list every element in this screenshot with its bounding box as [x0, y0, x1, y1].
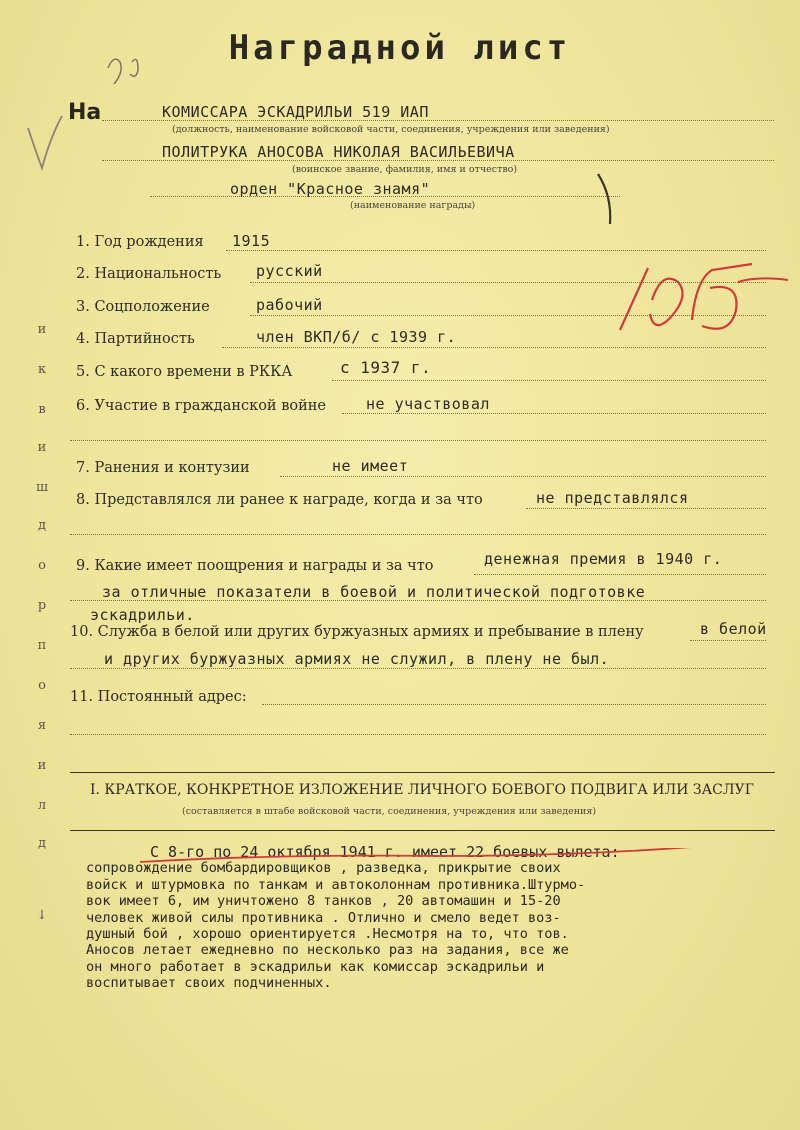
- field-10-line: [690, 640, 766, 641]
- field-2-value: русский: [256, 262, 323, 280]
- narrative-line-3: войск и штурмовка по танкам и автоколоннам противника.Штурмо-: [86, 876, 586, 893]
- field-8-line: [526, 508, 766, 509]
- na-label: На: [68, 100, 102, 125]
- field-4-value: член ВКП/б/ с 1939 г.: [256, 328, 457, 346]
- name-caption: (воинское звание, фамилия, имя и отчество): [292, 164, 518, 175]
- field-7-label: 7. Ранения и контузии: [76, 460, 250, 476]
- field-1-value: 1915: [232, 232, 271, 250]
- field-9-value-2: за отличные показатели в боевой и политической подготовке: [102, 583, 646, 601]
- field-8-line-2: [70, 534, 766, 535]
- field-9-value-3: эскадрильи.: [90, 606, 195, 624]
- document-title: Наградной лист: [228, 28, 572, 68]
- field-3-value: рабочий: [256, 296, 323, 314]
- field-5-label: 5. С какого времени в РККА: [76, 364, 293, 380]
- field-7-line: [280, 476, 766, 477]
- narrative-line-1: С 8-го по 24 октября 1941 г. имеет 22 боевых вылета:: [150, 843, 620, 861]
- position-value: КОМИССАРА ЭСКАДРИЛЬИ 519 ИАП: [162, 103, 429, 121]
- field-9-label: 9. Какие имеет поощрения и награды и за что: [76, 558, 434, 574]
- pencil-bracket-mark: [590, 170, 630, 230]
- field-10-label: 10. Служба в белой или других буржуазных армиях и пребывание в плену: [70, 624, 644, 640]
- field-4-label: 4. Партийность: [76, 331, 195, 347]
- award-value: орден "Красное знамя": [230, 180, 431, 198]
- field-10-value-2: и других буржуазных армиях не служил, в плену не был.: [104, 650, 610, 668]
- field-1-label: 1. Год рождения: [76, 234, 204, 250]
- red-underline-mark: [140, 848, 740, 868]
- field-6-label: 6. Участие в гражданской войне: [76, 398, 327, 414]
- section-bottom-rule: [70, 830, 775, 831]
- name-value: ПОЛИТРУКА АНОСОВА НИКОЛАЯ ВАСИЛЬЕВИЧА: [162, 143, 515, 161]
- field-11-label: 11. Постоянный адрес:: [70, 689, 247, 705]
- field-6-value: не участвовал: [366, 395, 490, 413]
- narrative-line-7: Аносов летает ежедневно по несколько раз на задания, все же: [86, 942, 569, 959]
- field-6-line-2: [70, 440, 766, 441]
- field-9-value-1: денежная премия в 1940 г.: [484, 550, 723, 568]
- narrative-line-2: сопровождение бомбардировщиков , разведка, прикрытие своих: [86, 860, 561, 877]
- field-11-line: [262, 704, 766, 705]
- red-pencil-105-mark: [560, 240, 800, 350]
- section-top-rule: [70, 772, 775, 773]
- narrative-line-6: душный бой , хорошо ориентируется .Несмотря на то, что тов.: [86, 926, 569, 943]
- narrative-line-9: воспитывает своих подчиненных.: [86, 975, 332, 992]
- narrative-line-8: он много работает в эскадрильи как комиссар эскадрильи и: [86, 958, 545, 975]
- narrative-line-5: человек живой силы противника . Отлично и смело ведет воз-: [86, 909, 561, 926]
- field-10-value-1: в белой: [700, 620, 767, 638]
- field-2-label: 2. Национальность: [76, 266, 222, 282]
- field-5-value: с 1937 г.: [340, 358, 432, 377]
- field-3-label: 3. Соцположение: [76, 299, 210, 315]
- field-9-line: [474, 574, 766, 575]
- narrative-line-4: вок имеет 6, им уничтожено 8 танков , 20 автомашин и 15-20: [86, 893, 561, 910]
- field-6-line: [342, 413, 766, 414]
- section-heading: I. КРАТКОЕ, КОНКРЕТНОЕ ИЗЛОЖЕНИЕ ЛИЧНОГО БОЕВОГО ПОДВИГА ИЛИ ЗАСЛУГ: [90, 782, 754, 798]
- field-8-value: не представлялся: [536, 489, 689, 507]
- field-8-label: 8. Представлялся ли ранее к награде, когда и за что: [76, 492, 483, 508]
- field-5-line: [332, 380, 766, 381]
- section-caption: (составляется в штабе войсковой части, соединения, учреждения или заведения): [182, 806, 597, 817]
- award-sheet: Наградной лист и к в и ш д о р п о я и л д ↓ На КОМИССАРА ЭСКАДРИЛЬИ 519 ИАП (должность, наименование войсковой части, соединения, учреждения или заведения) ПОЛИТРУКА АНОСОВА НИКОЛАЯ ВАСИЛЬЕВИЧА (воинское звание, фамилия, имя и отчество) орден "Красное знамя" (наименование награды) 1. Год рождения 1915 2. Национальность русский 3. Соцположение рабочий 4. Партийность член ВКП/б/ с 1939 г. 5. С какого времени в РККА с 1937 г. 6. Участие в гражданской войне не участвовал 7. Ранения и контузии не имеет 8. Представлялся ли ранее к награде, когда и за что не представлялся 9. Какие имеет поощрения и награды и за что денежная премия в 1940 г. за отличные показатели в боевой и политической подготовке эскадрильи. 10. Служба в белой или других буржуазных армиях и пребывание в плену в белой и других буржуазных армиях не служил, в плену не был. 11. Постоянный адрес: I. КРАТКОЕ, КОНКРЕТНОЕ ИЗЛОЖЕНИЕ ЛИЧНОГО БОЕВОГО ПОДВИГА ИЛИ ЗАСЛУГ (составляется в штабе войсковой части, соединения, учреждения или заведения) С 8-го по 24 октября 1941 г. имеет 22 боевых вылета: сопровождение бомбардировщиков , разведка, прикрытие своих войск и штурмовка по танкам и автоколоннам противника.Штурмо- вок имеет 6, им уничтожено 8 танков , 20 автомашин и 15-20 человек живой силы противника . Отлично и смело ведет воз- душный бой , хорошо ориентируется .Несмотря на то, что тов. Аносов летает ежедневно по несколько раз на задания, все же он много работает в эскадрильи как комиссар эскадрильи и воспитывает своих подчиненных.: [0, 0, 800, 1130]
- field-10-line-2: [70, 668, 766, 669]
- position-caption: (должность, наименование войсковой части, соединения, учреждения или заведения): [172, 124, 610, 135]
- field-11-line-2: [70, 734, 766, 735]
- award-caption: (наименование награды): [350, 200, 476, 211]
- field-7-value: не имеет: [332, 457, 409, 475]
